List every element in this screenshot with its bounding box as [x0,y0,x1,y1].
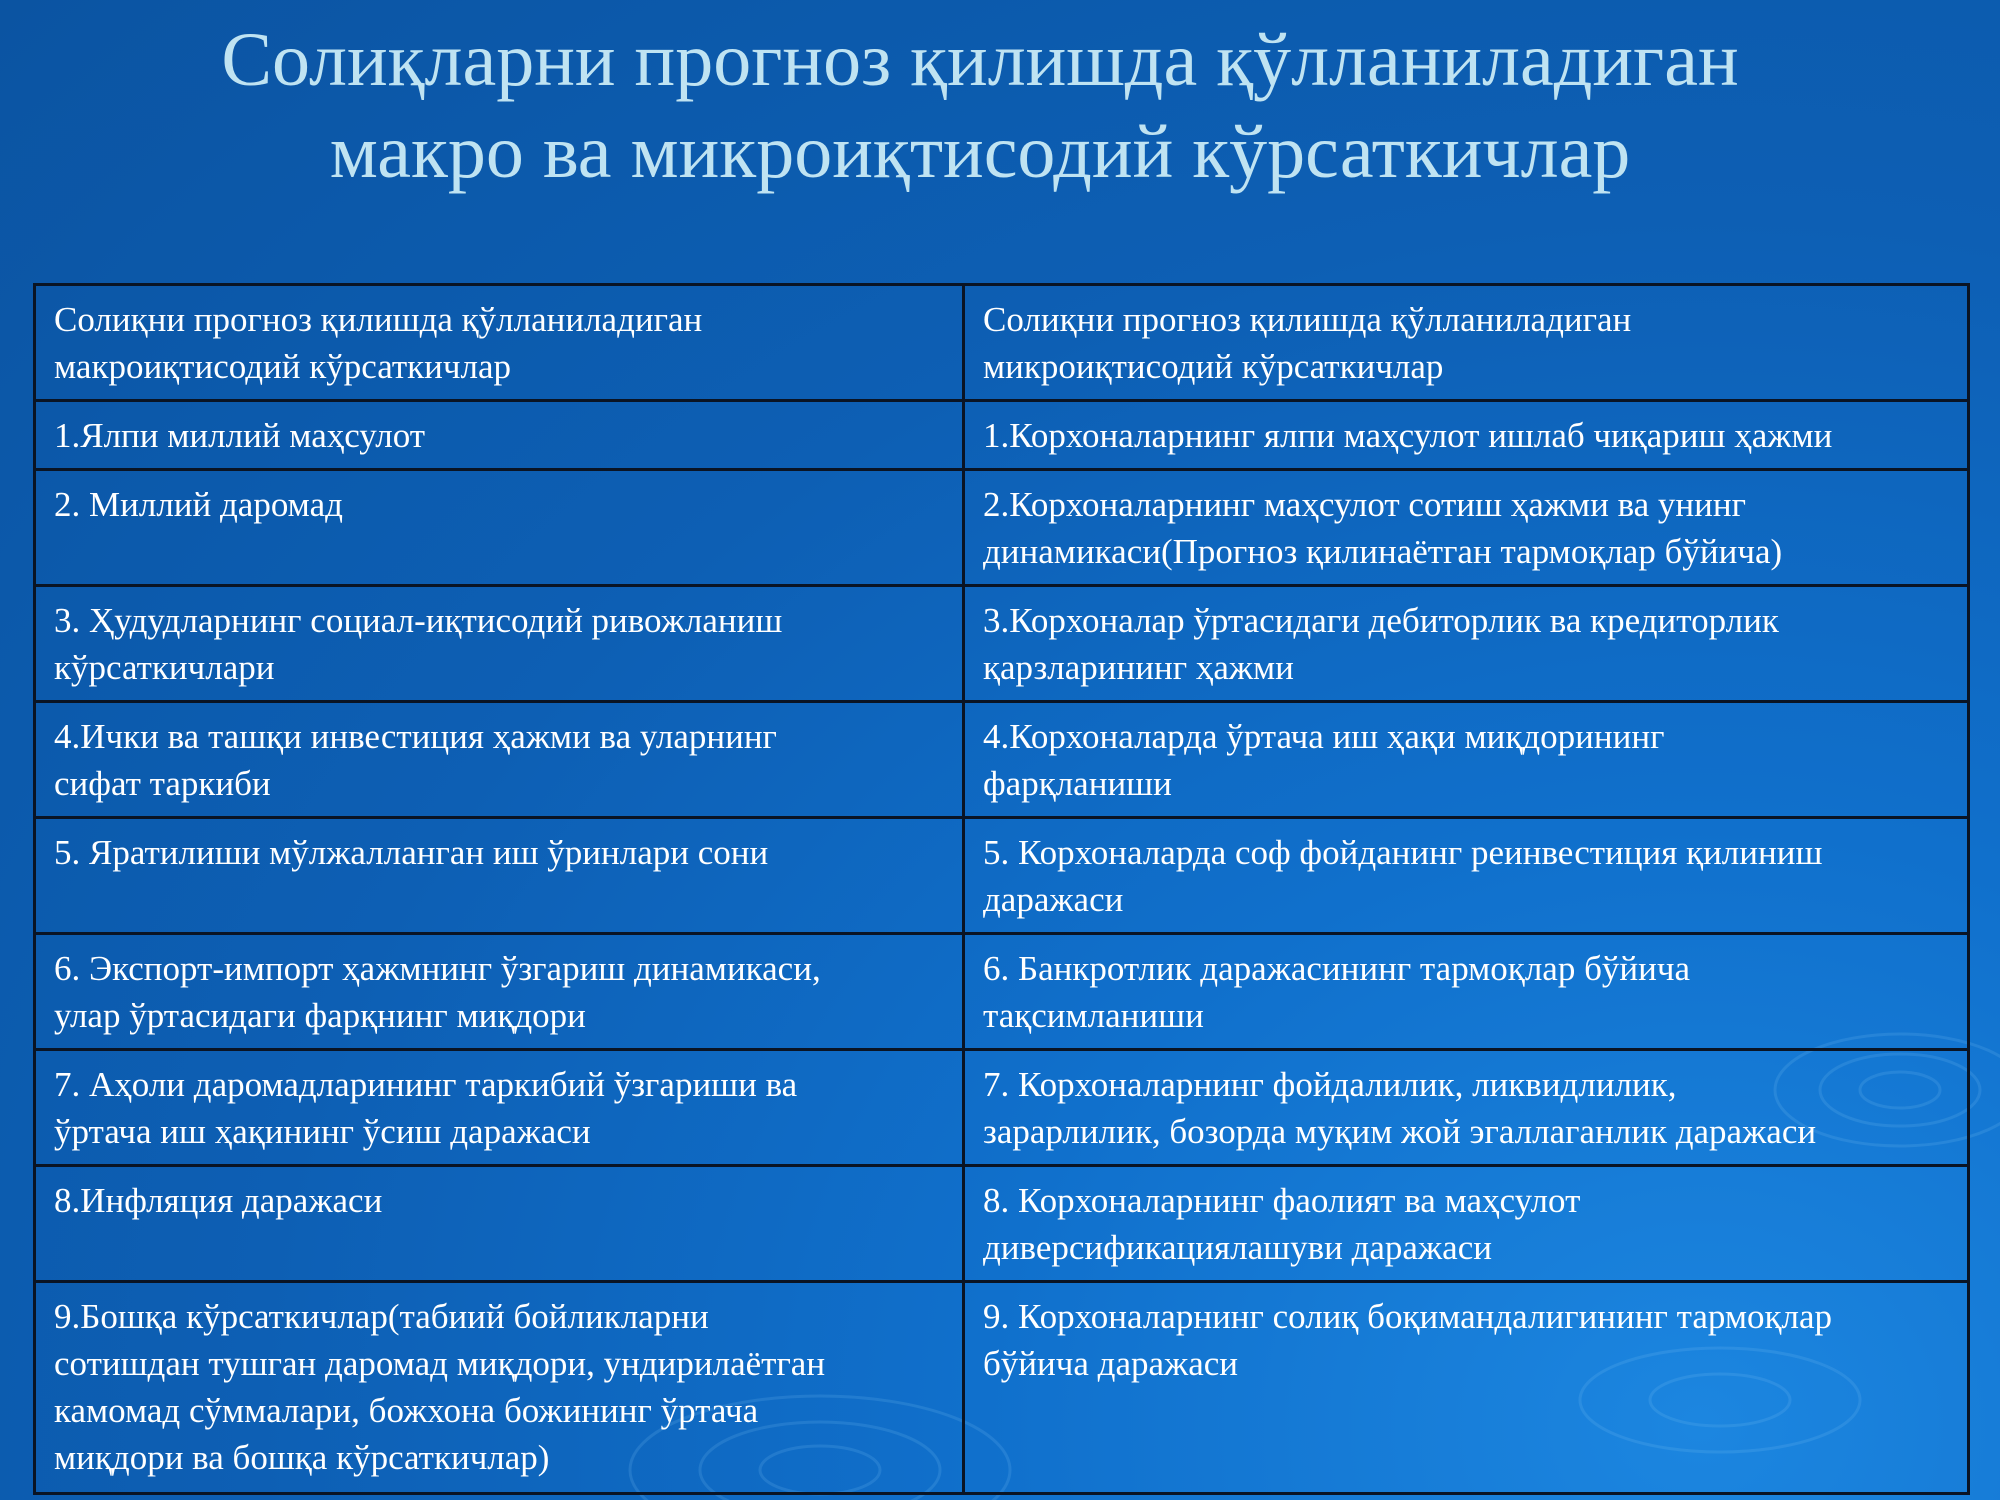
macro-text: 9.Бошқа кўрсаткичлар(табиий бойликларни [54,1297,709,1336]
macro-text: кўрсаткичлари [54,648,275,687]
micro-text: 3.Корхоналар ўртасидаги дебиторлик ва кредиторлик [983,601,1779,640]
indicators-table [33,283,1970,1495]
table-row [35,818,1969,934]
micro-text: зарарлилик, бозорда муқим жой эгаллаганлик даражаси [983,1112,1817,1151]
macro-text: 7. Аҳоли даромадларининг таркибий ўзгариши ва [54,1065,798,1104]
micro-text: 6. Банкротлик даражасининг тармоқлар бўйича [983,949,1690,988]
macro-text: ўртача иш ҳақининг ўсиш даражаси [54,1112,591,1151]
table-row [35,702,1969,818]
table-row [35,1166,1969,1282]
table-row [35,401,1969,470]
micro-text: бўйича даражаси [983,1344,1239,1383]
table-row [35,586,1969,702]
macro-text: сотишдан тушган даромад миқдори, ундирилаётган [54,1344,826,1383]
micro-text: 8. Корхоналарнинг фаолият ва маҳсулот [983,1181,1581,1220]
header-macro [35,285,964,401]
macro-text: 8.Инфляция даражаси [54,1181,383,1220]
table-row [35,934,1969,1050]
header-macro-line-1: Солиқни прогноз қилишда қўлланиладиган [54,300,703,339]
micro-cell [964,401,1969,470]
micro-cell [964,818,1969,934]
macro-text: миқдори ва бошқа кўрсаткичлар) [54,1438,550,1477]
micro-text: динамикаси(Прогноз қилинаётган тармоқлар бўйича) [983,532,1783,571]
header-micro [964,285,1969,401]
macro-cell [35,401,964,470]
macro-cell [35,470,964,586]
macro-cell [35,1282,964,1494]
micro-text: 2.Корхоналарнинг маҳсулот сотиш ҳажми ва унинг [983,485,1746,524]
micro-cell [964,702,1969,818]
micro-cell [964,1050,1969,1166]
micro-text: даражаси [983,880,1124,919]
slide-title-line-2: макро ва микроиқтисодий кўрсаткичлар [329,110,1631,194]
micro-cell [964,470,1969,586]
macro-text: 4.Ички ва ташқи инвестиция ҳажми ва уларнинг [54,717,777,756]
table-row [35,1050,1969,1166]
macro-cell [35,1050,964,1166]
macro-text: 3. Ҳудудларнинг социал-иқтисодий ривожланиш [54,601,783,640]
macro-text: 1.Ялпи миллий маҳсулот [54,416,426,455]
macro-cell [35,934,964,1050]
slide-title [0,14,1960,198]
micro-text: қарзларининг ҳажми [983,648,1294,687]
micro-cell [964,1282,1969,1494]
micro-text: 9. Корхоналарнинг солиқ боқимандалигининг тармоқлар [983,1297,1832,1336]
micro-text: фарқланиши [983,764,1172,803]
table-row [35,470,1969,586]
macro-cell [35,1166,964,1282]
macro-cell [35,702,964,818]
micro-cell [964,934,1969,1050]
macro-text: 2. Миллий даромад [54,485,343,524]
micro-text: 1.Корхоналарнинг ялпи маҳсулот ишлаб чиқариш ҳажми [983,416,1833,455]
table-header-row [35,285,1969,401]
micro-text: диверсификациялашуви даражаси [983,1228,1492,1267]
header-micro-line-1: Солиқни прогноз қилишда қўлланиладиган [983,300,1632,339]
macro-text: 5. Яратилиши мўлжалланган иш ўринлари сони [54,833,769,872]
micro-text: 4.Корхоналарда ўртача иш ҳақи миқдорининг [983,717,1665,756]
micro-text: 5. Корхоналарда соф фойданинг реинвестиция қилиниш [983,833,1823,872]
micro-text: тақсимланиши [983,996,1204,1035]
macro-text: сифат таркиби [54,764,271,803]
macro-cell [35,818,964,934]
macro-text: улар ўртасидаги фарқнинг миқдори [54,996,586,1035]
micro-cell [964,586,1969,702]
micro-cell [964,1166,1969,1282]
header-micro-line-2: микроиқтисодий кўрсаткичлар [983,347,1444,386]
macro-cell [35,586,964,702]
macro-text: камомад сўммалари, божхона божининг ўртача [54,1391,759,1430]
header-macro-line-2: макроиқтисодий кўрсаткичлар [54,347,511,386]
slide-title-line-1: Солиқларни прогноз қилишда қўлланиладиган [221,18,1739,102]
table-row [35,1282,1969,1494]
micro-text: 7. Корхоналарнинг фойдалилик, ликвидлилик, [983,1065,1677,1104]
macro-text: 6. Экспорт-импорт ҳажмнинг ўзгариш динамикаси, [54,949,821,988]
